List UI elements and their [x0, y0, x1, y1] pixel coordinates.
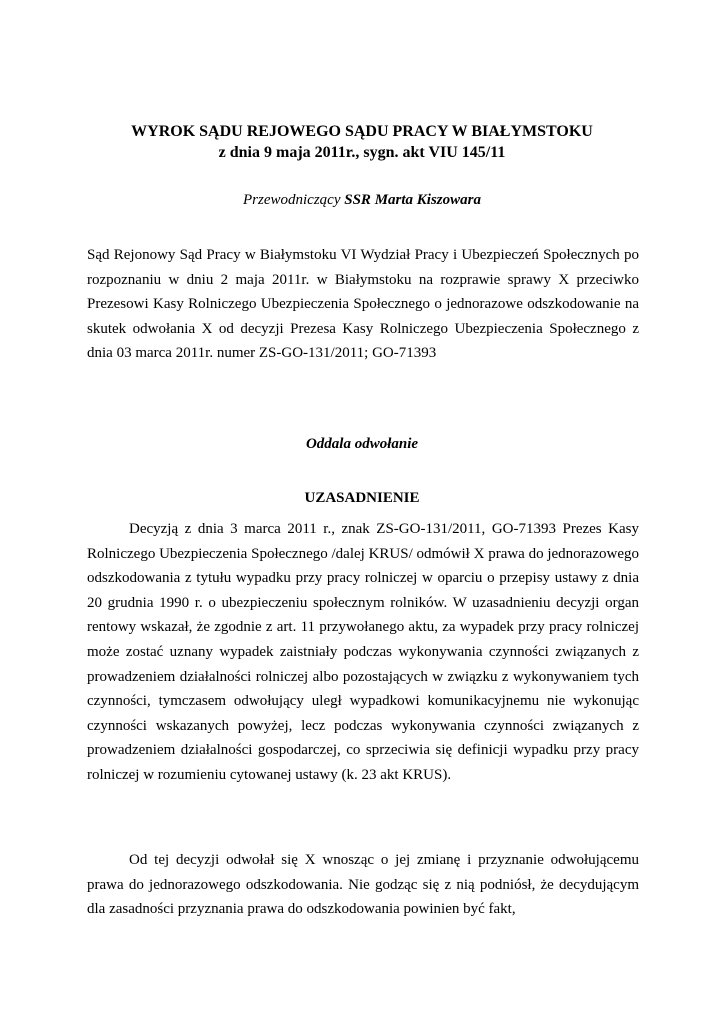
- presiding-label: Przewodniczący: [243, 192, 341, 208]
- judgment-title: WYROK SĄDU REJOWEGO SĄDU PRACY W BIAŁYMSTOKU: [131, 123, 593, 140]
- justification-paragraph: Decyzją z dnia 3 marca 2011 r., znak ZS-GO-131/2011, GO-71393 Prezes Kasy Rolniczego Ubezpieczenia Społecznego /dalej KRUS/ odmówił X prawa do jednorazowego odszkodowania z tytułu wypadku przy pracy rolniczej w oparciu o przepisy ustawy z dnia 20 grudnia 1990 r. o ubezpieczeniu społecznym rolników. W uzasadnieniu decyzji organ rentowy wskazał, że zgodnie z art. 11 przywołanego aktu, za wypadek przy pracy rolniczej może zostać uznany wypadek zaistniały podczas wykonywania czynności związanych z prowadzeniem działalności rolniczej albo pozostających w związku z wykonywaniem tych czynności, tymczasem odwołujący uległ wypadkowi komunikacyjnemu nie wykonując czynności wskazanych powyżej, lecz podczas wykonywania czynności związanych z prowadzeniem działalności gospodarczej, co sprzeciwia się definicji wypadku przy pracy rolniczej w rozumieniu cytowanej ustawy (k. 23 akt KRUS).: [87, 521, 639, 783]
- intro-paragraph: Sąd Rejonowy Sąd Pracy w Białymstoku VI Wydział Pracy i Ubezpieczeń Społecznych po rozpoznaniu w dniu 2 maja 2011r. w Białymstoku na rozprawie sprawy X przeciwko Prezesowi Kasy Rolniczego Ubezpieczenia Społecznego o jednorazowe odszkodowanie na skutek odwołania X od decyzji Prezesa Kasy Rolniczego Ubezpieczenia Społecznego z dnia 03 marca 2011r. numer ZS-GO-131/2011; GO-71393: [87, 247, 639, 362]
- justification-paragraph: Od tej decyzji odwołał się X wnosząc o jej zmianę i przyznanie odwołującemu prawa do jednorazowego odszkodowania. Nie godząc się z nią podniósł, że decydującym dla zasadności przyznania prawa do odszkodowania powinien być fakt,: [87, 852, 639, 918]
- justification-heading: UZASADNIENIE: [304, 490, 420, 506]
- presiding-judge: [0, 190, 724, 210]
- ruling-text: Oddala odwołanie: [305, 436, 419, 452]
- presiding-name: SSR Marta Kiszowara: [344, 192, 481, 208]
- judgment-date-signature: z dnia 9 maja 2011r., sygn. akt VIU 145/11: [218, 144, 506, 161]
